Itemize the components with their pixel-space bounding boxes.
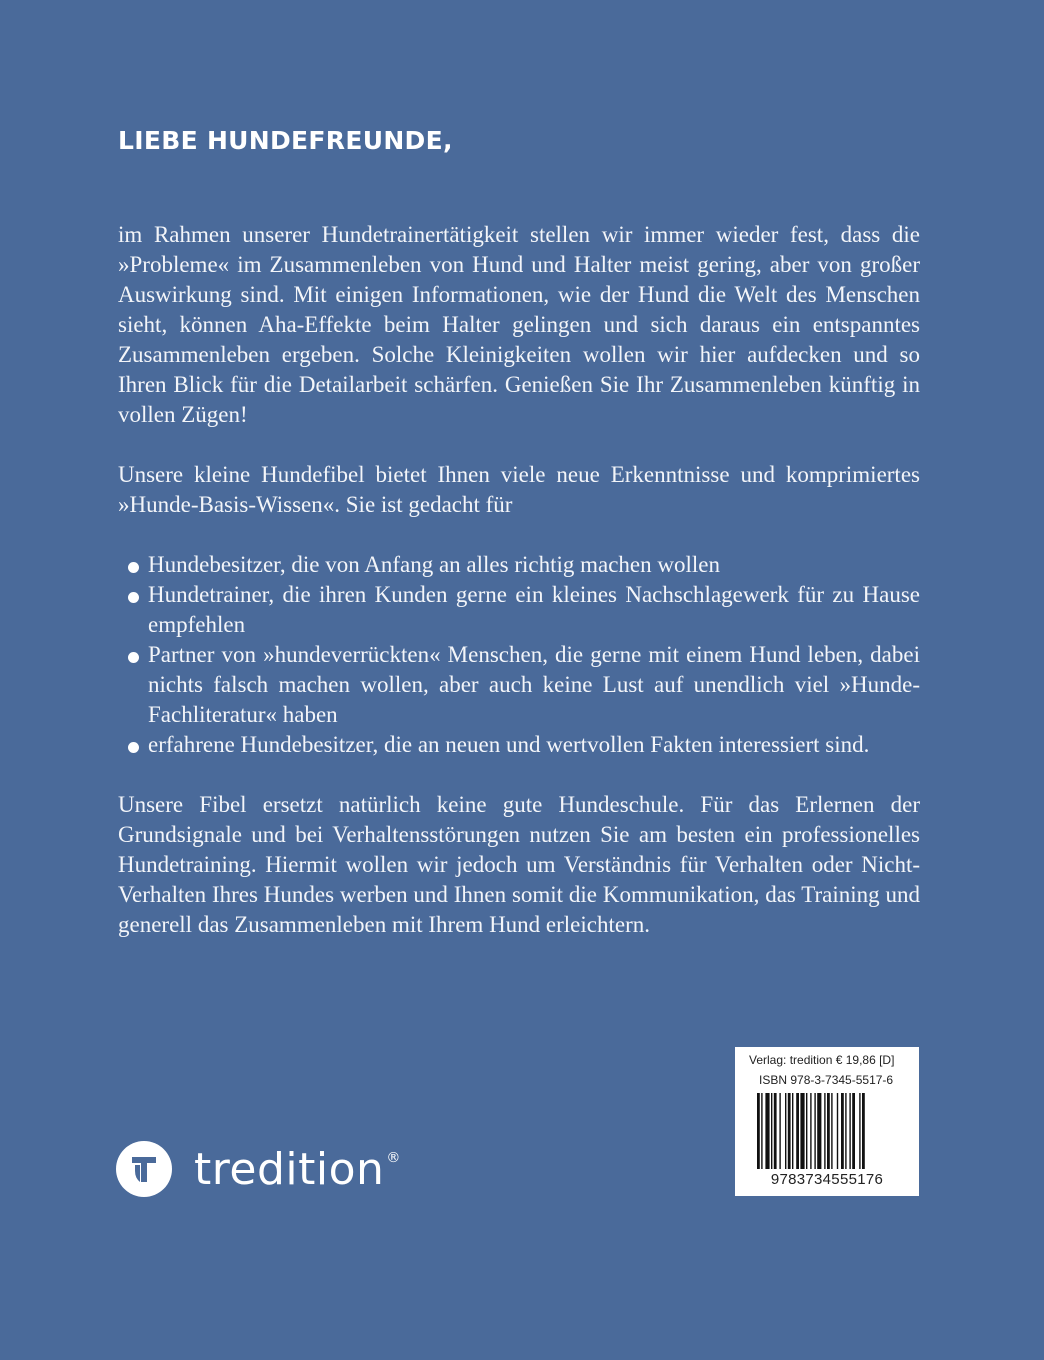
barcode-bar [817,1093,821,1169]
barcode-bar [849,1093,850,1169]
isbn-line: ISBN 978-3-7345-5517-6 [759,1073,894,1087]
bullet-icon [128,652,139,663]
audience-list [118,550,920,760]
barcode-bar [796,1093,799,1169]
list-item: Hundebesitzer, die von Anfang an alles richtig machen wollen [118,550,920,580]
barcode-bar [824,1093,825,1169]
publisher-name: tredition ® [194,1143,401,1195]
list-item: Partner von »hundeverrückten« Menschen, die gerne mit einem Hund leben, dabei nichts falsch machen wollen, aber auch keine Lust auf unendlich viel »Hunde-Fachliteratur« haben [118,640,920,730]
bullet-icon [128,592,139,603]
bullet-icon [128,562,139,573]
barcode-bar [785,1093,786,1169]
fibel-paragraph: Unsere kleine Hundefibel bietet Ihnen viele neue Erkenntnisse und komprimiertes »Hunde-Basis-Wissen«. Sie ist gedacht für [118,462,920,517]
barcode-bar [862,1093,865,1169]
barcode-bar [806,1093,807,1169]
barcode-bar [765,1093,769,1169]
bullet-icon [128,742,139,753]
barcode-bar [841,1093,844,1169]
barcode-bar [810,1093,811,1169]
blurb-text [118,220,920,940]
list-item: Hundetrainer, die ihren Kunden gerne ein kleines Nachschlagewerk für zu Hause empfehlen [118,580,920,640]
registered-mark: ® [386,1149,401,1166]
barcode-bar [761,1093,762,1169]
barcode-bar [845,1093,846,1169]
ean-number: 9783734555176 [770,1171,884,1188]
barcode-bar [774,1093,777,1169]
barcode-bar [788,1093,791,1169]
barcode-bar [827,1093,830,1169]
price-line: Verlag: tredition € 19,86 [D] [749,1053,895,1067]
back-cover-heading: LIEBE HUNDEFREUNDE, [118,126,453,155]
list-item: erfahrene Hundebesitzer, die an neuen und wertvollen Fakten interessiert sind. [118,730,920,760]
barcode-bar [814,1093,815,1169]
publisher-logo [116,1141,401,1197]
barcode-bar [837,1093,838,1169]
barcode-bar [852,1093,855,1169]
tredition-t-icon [116,1141,172,1197]
barcode-bar [859,1093,860,1169]
barcode-bar [771,1093,772,1169]
barcode-bar [779,1093,780,1169]
barcode-bars [757,1093,897,1169]
barcode-bar [757,1093,760,1169]
closing-paragraph: Unsere Fibel ersetzt natürlich keine gute Hundeschule. Für das Erlernen der Grundsignale und bei Verhaltensstörungen nutzen Sie am besten ein professionelles Hundetraining. Hiermit wollen wir jedoch um Verständnis für Verhalten oder Nicht-Verhalten Ihres Hundes werben und Ihnen somit die Kommunikation, das Training und generell das Zusammenleben mit Ihrem Hund erleichtern. [118,792,920,937]
barcode-bar [792,1093,793,1169]
barcode-bar [800,1093,804,1169]
barcode-bar [831,1093,832,1169]
barcode-label [735,1047,919,1196]
intro-paragraph: im Rahmen unserer Hundetrainertätigkeit stellen wir immer wieder fest, dass die »Probleme« im Zusammenleben von Hund und Halter meist gering, aber von großer Auswirkung sind. Mit einigen Informationen, wie der Hund die Welt des Menschen sieht, können Aha-Effekte beim Halter gelingen und sich daraus ein entspanntes Zusammenleben ergeben. Solche Kleinigkeiten wollen wir hier aufdecken und so Ihren Blick für die Detailarbeit schärfen. Genießen Sie Ihr Zusammenleben künftig in vollen Zügen! [118,222,920,427]
